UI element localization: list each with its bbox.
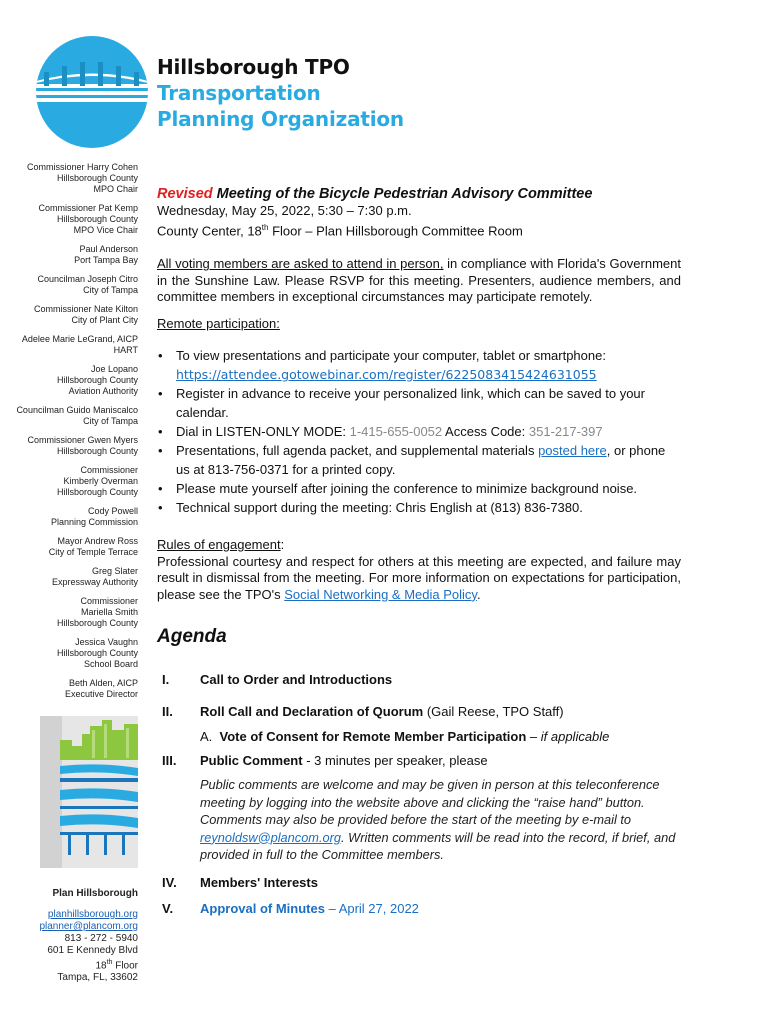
board-member: Commissioner Harry Cohen Hillsborough County MPO Chair (26, 162, 138, 194)
board-member: Commissioner Gwen Myers Hillsborough County (27, 435, 138, 456)
meeting-title: Revised Meeting of the Bicycle Pedestrian Advisory Committee (157, 186, 593, 202)
contact-title: Plan Hillsborough (52, 888, 138, 899)
board-member: Joe Lopano Hillsborough County Aviation Authority (56, 364, 138, 396)
list-item: • To view presentations and participate your computer, tablet or smartphone: https://attendee.gotowebinar.com/register/6225083415424631055 (157, 346, 681, 384)
board-member: Councilman Joseph Citro City of Tampa (37, 274, 138, 295)
org-name-line1: Hillsborough TPO (157, 55, 350, 79)
board-member: Paul Anderson Port Tampa Bay (74, 244, 138, 265)
access-code: 351-217-397 (528, 424, 603, 440)
address-city: Tampa, FL, 33602 (57, 972, 138, 984)
meeting-date: Wednesday, May 25, 2022, 5:30 – 7:30 p.m. (157, 203, 412, 218)
agenda-title: Agenda (157, 626, 227, 647)
list-item: • Please mute yourself after joining the conference to minimize background noise. (157, 479, 681, 498)
board-member: Commissioner Pat Kemp Hillsborough County MPO Vice Chair (38, 203, 138, 235)
posted-here-link[interactable]: posted here (538, 443, 607, 459)
meeting-location: County Center, 18th Floor – Plan Hillsborough Committee Room (157, 222, 523, 238)
public-comment-note: Public comments are welcome and may be given in person at this teleconference meeting by logging into the website above and clicking the “raise hand” button. Comments may also be provided before the start of the meeting by e-mail to reynoldsw@plancom.org. Written comments will be read into the record, if brief, and provided in full to the Committee members. (200, 777, 676, 862)
board-member: Greg Slater Expressway Authority (51, 566, 138, 587)
org-name-line3: Planning Organization (157, 107, 404, 131)
rules-heading: Rules of engagement: (157, 537, 285, 553)
hillsborough-tpo-logo (36, 36, 148, 148)
board-member: Commissioner Nate Kilton City of Plant City (33, 304, 138, 325)
remote-instructions (157, 346, 681, 517)
list-item: • Technical support during the meeting: Chris English at (813) 836-7380. (157, 498, 681, 517)
remote-heading: Remote participation: (157, 315, 280, 331)
board-member: Adelee Marie LeGrand, AICP HART (21, 334, 138, 355)
org-name-line2: Transportation (157, 81, 321, 105)
bridge-illustration (40, 716, 138, 868)
address-floor: 18th Floor (95, 959, 138, 972)
attendance-paragraph: All voting members are asked to attend in person, in compliance with Florida's Government in the Sunshine Law. Please RSVP for this meeting. Presenters, audience members, and committee members in exceptional circumstances may participate remotely. (157, 256, 681, 305)
board-members-sidebar (10, 162, 138, 708)
board-member: Commissioner Mariella Smith Hillsborough County (56, 596, 138, 628)
meeting-notice (157, 185, 681, 603)
website-link[interactable]: planhillsborough.org (47, 909, 138, 920)
board-member: Beth Alden, AICP Executive Director (64, 678, 138, 699)
dial-in-number: 1-415-655-0052 (349, 424, 443, 440)
board-member: Mayor Andrew Ross City of Temple Terrace (48, 536, 138, 557)
list-item: • Dial in LISTEN-ONLY MODE: 1-415-655-0052 Access Code: 351-217-397 (157, 422, 681, 441)
board-member: Commissioner Kimberly Overman Hillsborough County (56, 465, 138, 497)
board-member: Jessica Vaughn Hillsborough County School Board (56, 637, 138, 669)
board-member: Cody Powell Planning Commission (50, 506, 138, 527)
board-member: Councilman Guido Maniscalco City of Tampa (16, 405, 138, 426)
rules-paragraph: Professional courtesy and respect for others at this meeting are expected, and failure may result in dismissal from the meeting. For more information on expectations for participation, please see the TPO's Social Networking & Media Policy. (157, 553, 681, 602)
social-media-policy-link[interactable]: Social Networking & Media Policy (284, 586, 477, 602)
email-link[interactable]: planner@plancom.org (39, 921, 138, 932)
phone-number: 813 - 272 - 5940 (64, 933, 138, 944)
list-item: • Register in advance to receive your personalized link, which can be saved to your calendar. (157, 384, 681, 422)
public-comment-email-link[interactable]: reynoldsw@plancom.org (200, 829, 342, 845)
contact-block (10, 888, 138, 984)
webinar-link[interactable]: https://attendee.gotowebinar.com/register/6225083415424631055 (176, 367, 597, 383)
address-line1: 601 E Kennedy Blvd (47, 945, 138, 956)
revised-label: Revised (157, 186, 213, 202)
list-item: • Presentations, full agenda packet, and supplemental materials posted here, or phone us at 813-756-0371 for a printed copy. (157, 441, 681, 479)
